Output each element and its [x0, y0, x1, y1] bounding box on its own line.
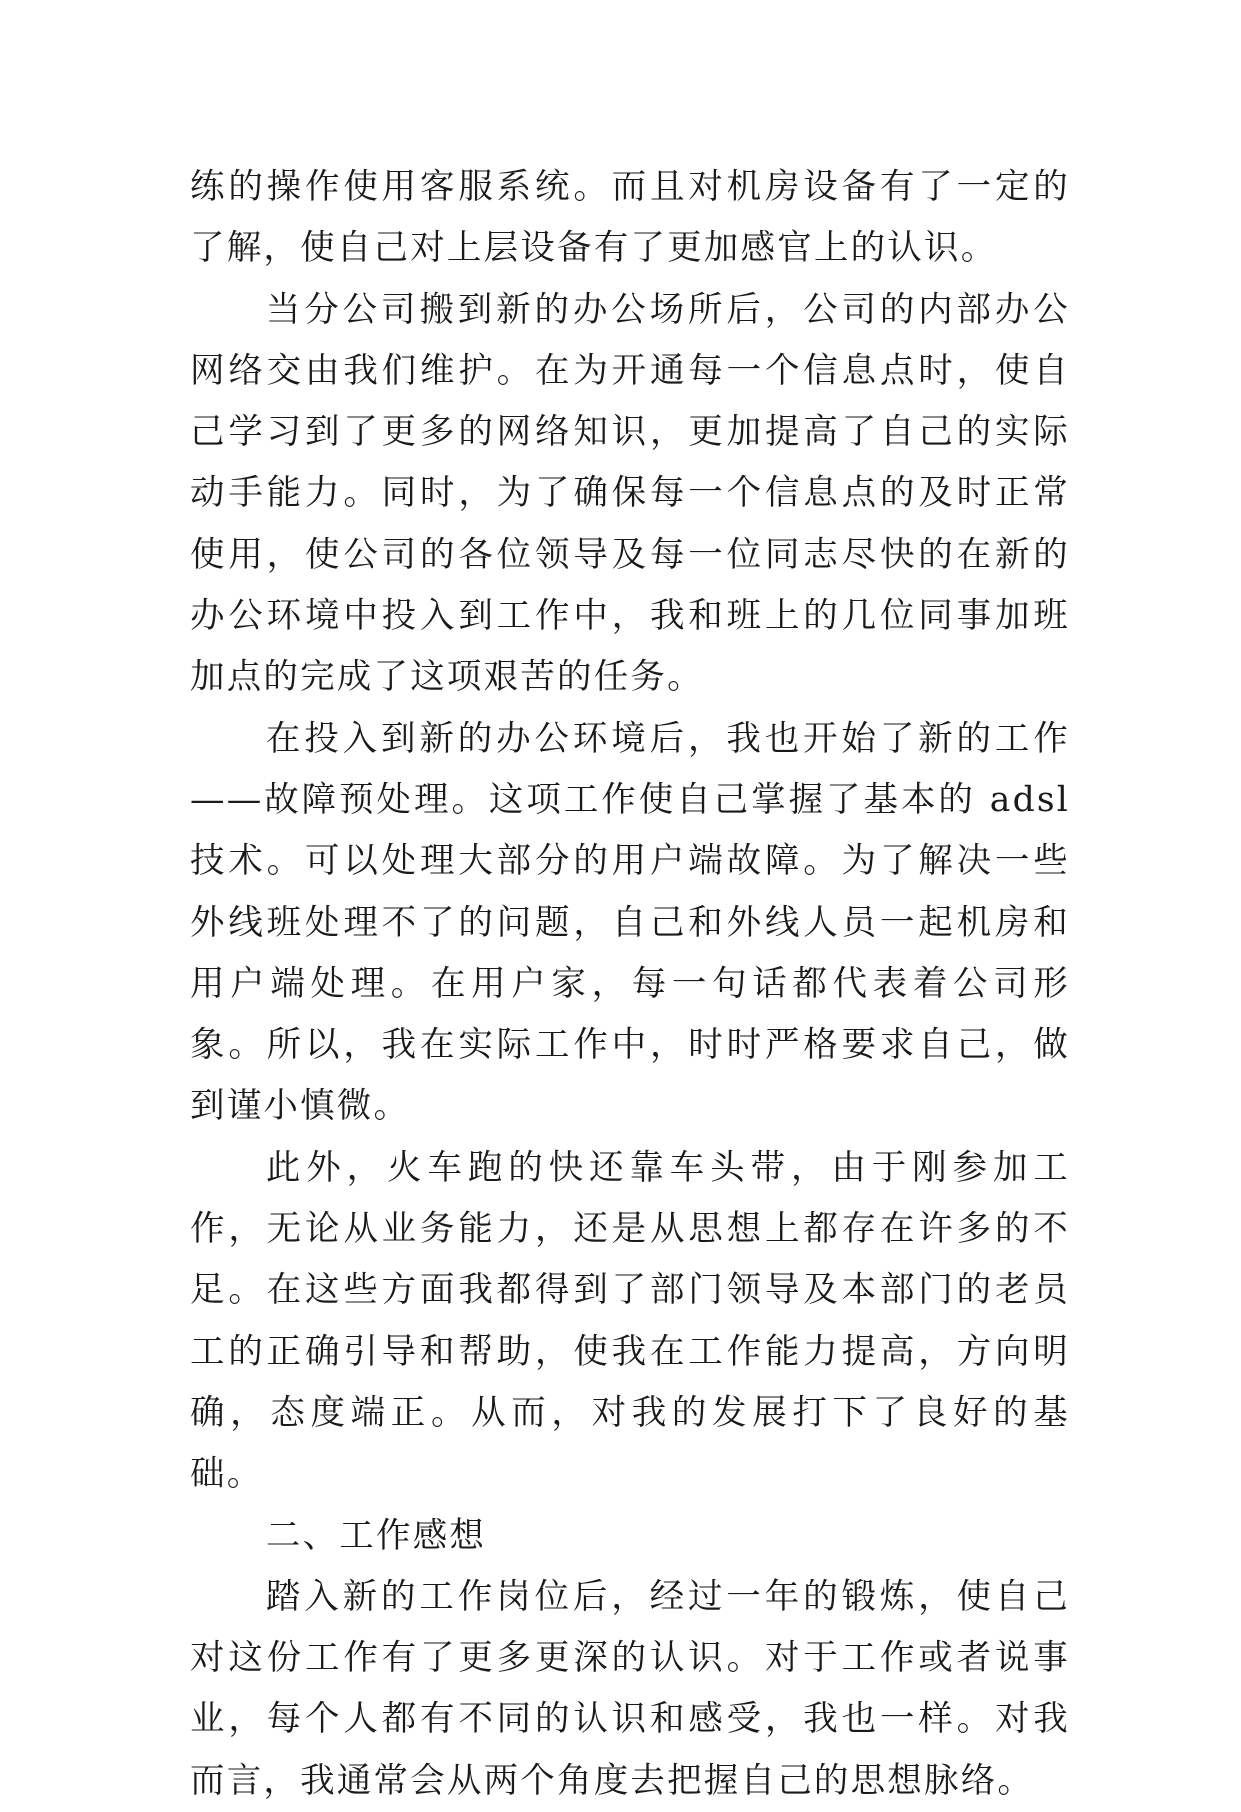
- paragraph-continuation: 练的操作使用客服系统。而且对机房设备有了一定的了解，使自己对上层设备有了更加感官上的认识。: [190, 167, 1070, 269]
- paragraph-fault-processing: 在投入到新的办公环境后，我也开始了新的工作——故障预处理。这项工作使自己掌握了基本的 adsl 技术。可以处理大部分的用户端故障。为了解决一些外线班处理不了的问题，自己和外线人员一起机房和用户端处理。在用户家，每一句话都代表着公司形象。所以，我在实际工作中，时时严格要求自己，做到谨小慎微。: [190, 718, 1070, 1127]
- document-body: [190, 157, 1070, 1812]
- section-heading: 二、工作感想: [265, 1515, 487, 1556]
- paragraph-guidance: 此外，火车跑的快还靠车头带，由于刚参加工作，无论从业务能力，还是从思想上都存在许多的不足。在这些方面我都得到了部门领导及本部门的老员工的正确引导和帮助，使我在工作能力提高，方向明确，态度端正。从而，对我的发展打下了良好的基础。: [190, 1147, 1070, 1495]
- paragraph-office-network: 当分公司搬到新的办公场所后，公司的内部办公网络交由我们维护。在为开通每一个信息点时，使自己学习到了更多的网络知识，更加提高了自己的实际动手能力。同时，为了确保每一个信息点的及时正常使用，使公司的各位领导及每一位同志尽快的在新的办公环境中投入到工作中，我和班上的几位同事加班加点的完成了这项艰苦的任务。: [190, 289, 1070, 698]
- paragraph-work-reflection: 踏入新的工作岗位后，经过一年的锻炼，使自己对这份工作有了更多更深的认识。对于工作或者说事业，每个人都有不同的认识和感受，我也一样。对我而言，我通常会从两个角度去把握自己的思想脉络。: [190, 1576, 1070, 1801]
